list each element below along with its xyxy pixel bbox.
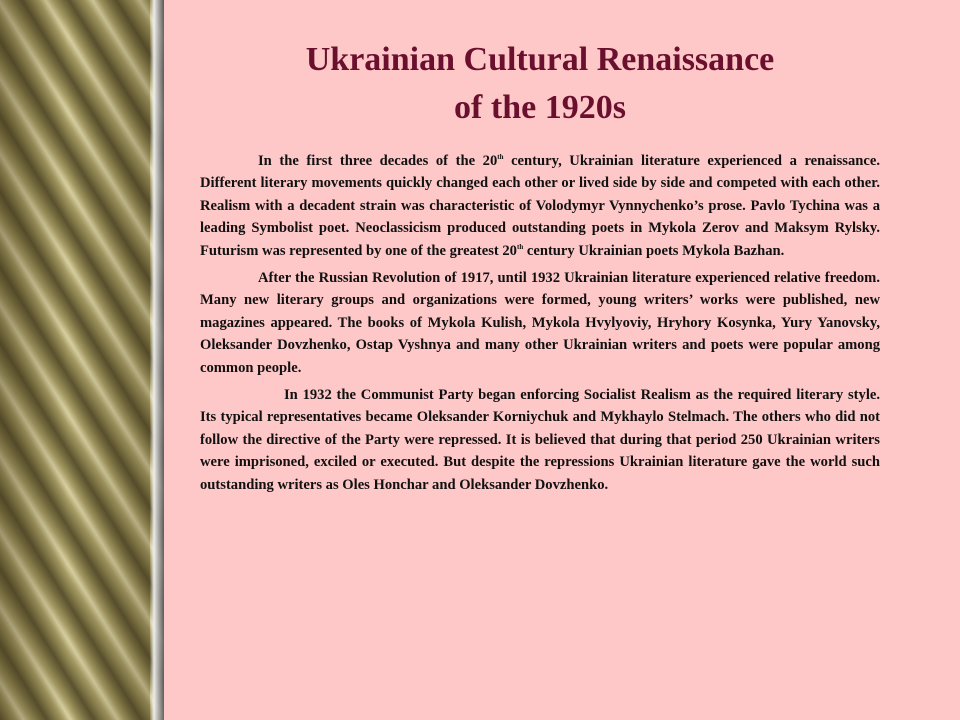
paragraph-1-part-c: century Ukrainian poets Mykola Bazhan.: [523, 242, 785, 259]
slide-content: [200, 36, 880, 501]
ordinal-superscript: th: [516, 242, 524, 251]
slide-title: [200, 36, 880, 132]
paragraph-3: In 1932 the Communist Party began enforcing Socialist Realism as the required literary style. Its typical representatives became Oleksander Korniychuk and Mykhaylo Stelmach. The others who did not follow the directive of the Party were repressed. It is believed that during that period 250 Ukrainian writers were imprisoned, exciled or executed. But despite the repressions Ukrainian literature gave the world such outstanding writers as Oles Honchar and Oleksander Dovzhenko.: [200, 387, 880, 493]
paragraph-1-part-a: In the first three decades of the 20: [258, 153, 498, 169]
paragraph-2: After the Russian Revolution of 1917, until 1932 Ukrainian literature experienced relative freedom. Many new literary groups and organizations were formed, young writers’ works were published, new magazines appeared. The books of Mykola Kulish, Mykola Hvylyoviy, Hryhory Kosynka, Yury Yanovsky, Oleksander Dovzhenko, Ostap Vyshnya and many other Ukrainian writers and poets were popular among common people.: [200, 270, 880, 376]
title-line-2: of the 1920s: [454, 89, 626, 126]
ordinal-superscript: th: [497, 153, 504, 162]
paragraph-1: [200, 150, 880, 262]
paragraph-1-part-b: century, Ukrainian literature experienced a renaissance. Different literary movements quickly changed each other or lived side by side and competed with each other. Realism with a decadent strain was characteristic of Volodymyr Vynnychenko’s prose. Pavlo Tychina was a leading Symbolist poet. Neoclassicism produced outstanding poets in Mykola Zerov and Maksym Rylsky. Futurism was represented by one of the greatest 20: [200, 153, 880, 259]
slide-body: [200, 150, 880, 496]
title-line-1: Ukrainian Cultural Renaissance: [305, 41, 775, 78]
decorative-side-panel: [0, 0, 164, 720]
